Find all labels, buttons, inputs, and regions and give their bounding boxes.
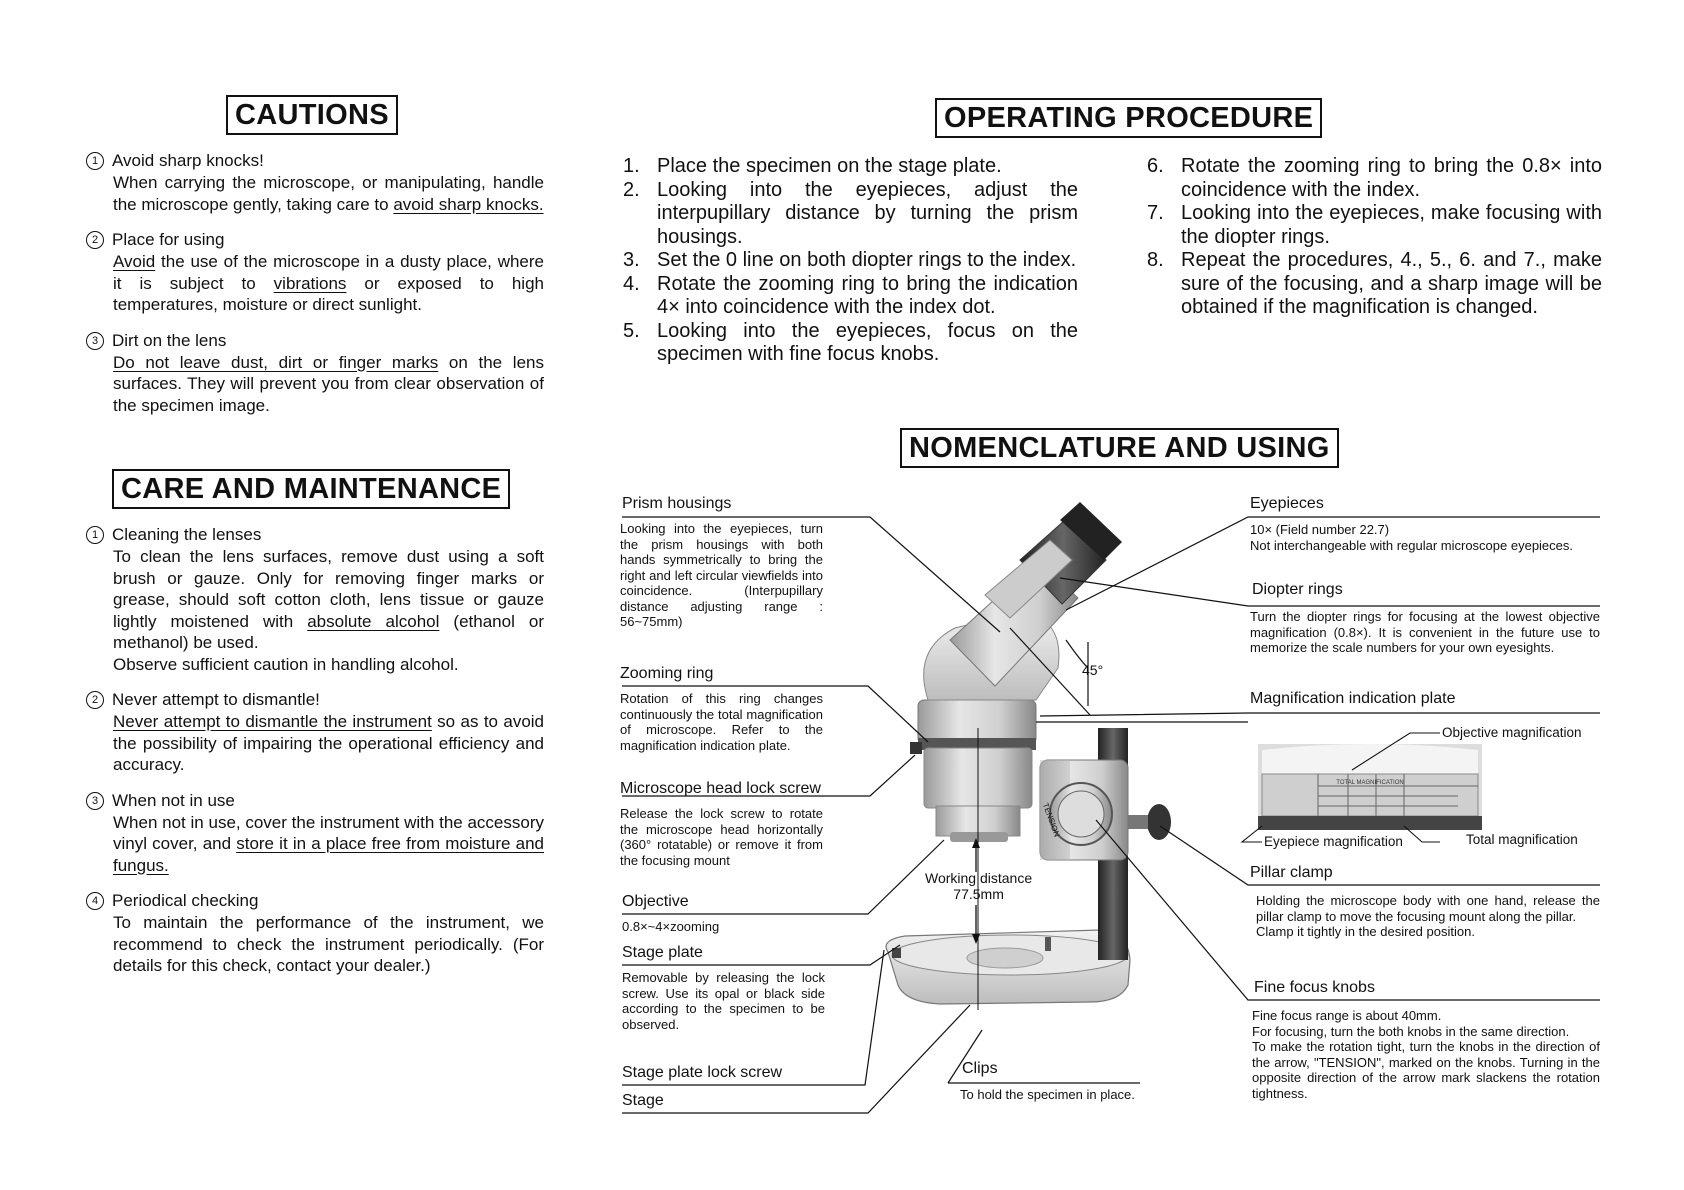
tension-text: TENSION bbox=[1040, 801, 1062, 839]
label-objective: Objective bbox=[622, 893, 689, 910]
caution-text: on the lens surfaces. They will prevent you from clear observation of the specimen image. bbox=[113, 352, 544, 415]
caution-text: When carrying the microscope, or manipulating, handle the microscope gently, taking care to bbox=[113, 173, 544, 214]
step-number: 8. bbox=[1147, 249, 1164, 271]
care-heading: Periodical checking bbox=[112, 891, 259, 910]
label-stage: Stage bbox=[622, 1092, 664, 1109]
care-heading: When not in use bbox=[112, 790, 235, 810]
desc-pillar-clamp bbox=[1256, 893, 1600, 940]
label-objective-magnification: Objective magnification bbox=[1442, 725, 1582, 740]
care-text: To clean the lens surfaces, remove dust using a soft brush or gauze. Only for removing finger marks or grease, should soft cotton cloth, lens tissue or gauze lightly moistened with bbox=[113, 547, 544, 631]
step-text: Rotate the zooming ring to bring the 0.8× into coincidence with the index. bbox=[1181, 155, 1602, 201]
desc-fine-focus-knobs bbox=[1252, 1008, 1600, 1101]
cautions-title: CAUTIONS bbox=[226, 95, 398, 135]
caution-heading: Dirt on the lens bbox=[112, 330, 227, 350]
eyepieces-field: 10× (Field number 22.7) bbox=[1250, 522, 1390, 537]
plate-header: TOTAL MAGNIFICATION bbox=[1336, 780, 1404, 786]
fine-focus-text: To make the rotation tight, turn the knobs in the direction of the arrow, "TENSION", marked on the knobs. Turning in the opposite direction of the arrow mark slackens the rotation tightness. bbox=[1252, 1039, 1600, 1101]
care-text: Observe sufficient caution in handling alcohol. bbox=[113, 654, 459, 674]
step-text: Place the specimen on the stage plate. bbox=[657, 155, 1002, 177]
caution-heading: Avoid sharp knocks! bbox=[112, 151, 264, 170]
step-text: Repeat the procedures, 4., 5., 6. and 7., make sure of the focusing, and a sharp image will be obtained if the magnification is changed. bbox=[1181, 249, 1602, 318]
pillar-clamp-text: Holding the microscope body with one hand, release the pillar clamp to move the focusing mount along the pillar. bbox=[1256, 893, 1600, 924]
label-eyepiece-magnification: Eyepiece magnification bbox=[1264, 834, 1403, 849]
step-text: Looking into the eyepieces, make focusing with the diopter rings. bbox=[1181, 202, 1602, 248]
desc-objective: 0.8×~4×zooming bbox=[622, 919, 720, 934]
desc-eyepieces bbox=[1250, 522, 1600, 553]
label-stage-plate-lock-screw: Stage plate lock screw bbox=[622, 1064, 783, 1081]
care-text: so as to avoid the possibility of impairing the operational efficiency and accuracy. bbox=[113, 712, 545, 774]
number-1-icon: 1 bbox=[86, 526, 104, 544]
label-fine-focus-knobs: Fine focus knobs bbox=[1254, 979, 1375, 996]
number-1-icon: 1 bbox=[86, 152, 104, 170]
care-heading: Cleaning the lenses bbox=[112, 525, 262, 544]
number-3-icon: 3 bbox=[86, 792, 104, 810]
fine-focus-text: For focusing, turn the both knobs in the same direction. bbox=[1252, 1023, 1570, 1039]
label-head-lock-screw: Microscope head lock screw bbox=[620, 780, 821, 797]
label-prism-housings: Prism housings bbox=[622, 495, 732, 512]
step-number: 2. bbox=[623, 178, 640, 201]
care-text: (ethanol or methanol) be used. bbox=[113, 611, 544, 652]
step-number: 3. bbox=[623, 249, 640, 271]
step-number: 7. bbox=[1147, 202, 1164, 224]
label-diopter-rings: Diopter rings bbox=[1252, 581, 1343, 598]
desc-diopter-rings: Turn the diopter rings for focusing at the lowest objective magnification (0.8×). It is convenient in the future use to memorize the scale numbers for your own eyesights. bbox=[1250, 609, 1600, 655]
care-emphasis: store it in a place free from moisture and fungus. bbox=[113, 834, 544, 875]
pillar-clamp-text: Clamp it tightly in the desired position. bbox=[1256, 924, 1475, 939]
step-number: 6. bbox=[1147, 155, 1164, 177]
magnification-plate-image bbox=[1258, 744, 1482, 830]
care-title: CARE AND MAINTENANCE bbox=[112, 469, 510, 509]
step-text: Looking into the eyepieces, focus on the specimen with fine focus knobs. bbox=[657, 319, 1078, 365]
step-number: 5. bbox=[623, 319, 640, 342]
number-3-icon: 3 bbox=[86, 332, 104, 350]
label-pillar-clamp: Pillar clamp bbox=[1250, 864, 1333, 881]
care-emphasis: Never attempt to dismantle the instrument bbox=[113, 712, 432, 731]
step-text: Rotate the zooming ring to bring the indication 4× into coincidence with the index dot. bbox=[657, 272, 1078, 318]
nomenclature-title: NOMENCLATURE AND USING bbox=[900, 428, 1339, 468]
caution-emphasis: avoid sharp knocks. bbox=[393, 194, 544, 214]
working-distance-label: Working distance bbox=[925, 870, 1033, 886]
care-emphasis: absolute alcohol bbox=[307, 611, 440, 631]
number-2-icon: 2 bbox=[86, 231, 104, 249]
label-stage-plate: Stage plate bbox=[622, 944, 703, 961]
operating-title: OPERATING PROCEDURE bbox=[935, 98, 1322, 138]
step-text: Set the 0 line on both diopter rings to the index. bbox=[657, 249, 1077, 271]
number-4-icon: 4 bbox=[86, 892, 104, 910]
number-2-icon: 2 bbox=[86, 691, 104, 709]
angle-45: 45° bbox=[1082, 662, 1104, 678]
desc-zooming-ring: Rotation of this ring changes continuously the total magnification of microscope. Refer to the magnification indication plate. bbox=[620, 691, 823, 753]
label-clips: Clips bbox=[962, 1060, 998, 1077]
label-zooming-ring: Zooming ring bbox=[620, 665, 714, 682]
caution-emphasis: vibrations bbox=[273, 273, 347, 293]
fine-focus-text: Fine focus range is about 40mm. bbox=[1252, 1008, 1442, 1023]
eyepieces-note: Not interchangeable with regular microscope eyepieces. bbox=[1250, 537, 1574, 553]
caution-emphasis: Do not leave dust, dirt or finger marks bbox=[113, 352, 439, 372]
desc-head-lock-screw: Release the lock screw to rotate the microscope head horizontally (360° rotatable) or remove it from the focusing mount bbox=[620, 806, 823, 868]
pillar bbox=[1040, 728, 1171, 960]
desc-clips: To hold the specimen in place. bbox=[960, 1087, 1135, 1102]
label-working-distance bbox=[925, 870, 1032, 902]
care-heading: Never attempt to dismantle! bbox=[112, 690, 320, 709]
caution-text: the use of the microscope in a dusty place, where it is subject to bbox=[113, 252, 544, 293]
caution-heading: Place for using bbox=[112, 230, 225, 249]
care-text: When not in use, cover the instrument with the accessory vinyl cover, and bbox=[113, 812, 544, 853]
label-eyepieces: Eyepieces bbox=[1250, 495, 1324, 512]
care-text: To maintain the performance of the instrument, we recommend to check the instrument periodically. (For details for this check, contact your dealer.) bbox=[113, 913, 544, 975]
working-distance-value: 77.5mm bbox=[953, 886, 1004, 902]
desc-stage-plate: Removable by releasing the lock screw. Use its opal or black side according to the specimen to be observed. bbox=[622, 970, 825, 1032]
label-magnification-plate: Magnification indication plate bbox=[1250, 690, 1456, 707]
step-text: Looking into the eyepieces, adjust the interpupillary distance by turning the prism housings. bbox=[657, 178, 1078, 248]
stage-base bbox=[886, 930, 1130, 1004]
step-number: 1. bbox=[623, 155, 640, 177]
label-total-magnification: Total magnification bbox=[1466, 832, 1578, 847]
caution-text: or exposed to high temperatures, moisture or direct sunlight. bbox=[113, 273, 544, 314]
step-number: 4. bbox=[623, 272, 640, 295]
caution-emphasis: Avoid bbox=[113, 252, 156, 271]
desc-prism-housings: Looking into the eyepieces, turn the prism housings with both hands symmetrically to bring the right and left circular viewfields into coincidence. (Interpupillary distance adjusting range : 56~75mm) bbox=[620, 521, 823, 629]
